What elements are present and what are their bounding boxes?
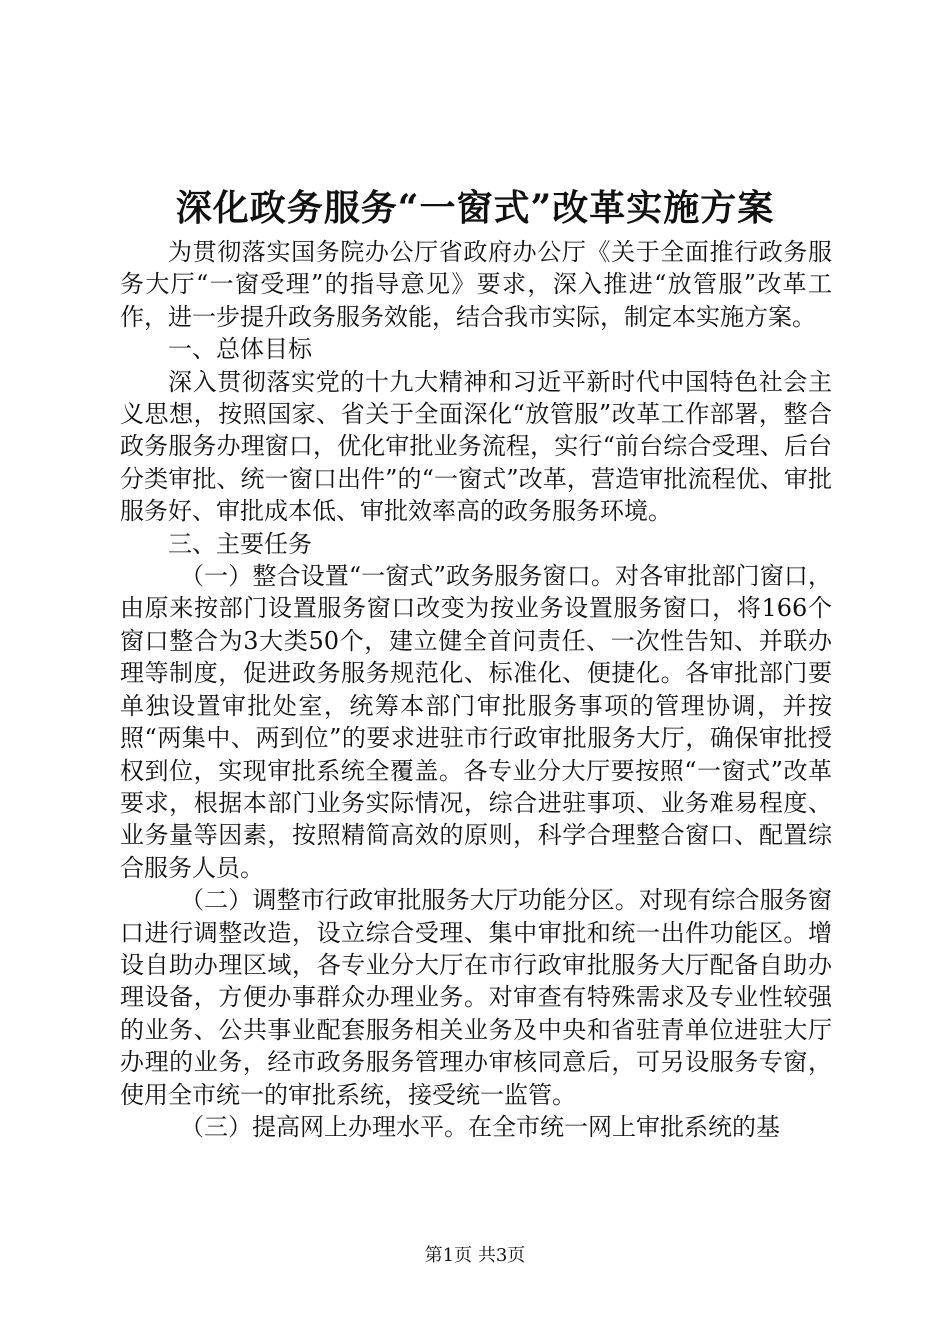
intro-paragraph: 为贯彻落实国务院办公厅省政府办公厅《关于全面推行政务服务大厅“一窗受理”的指导意见》要求，深入推进“放管服”改革工作，进一步提升政务服务效能，结合我市实际，制定本实施方案。	[120, 238, 832, 331]
task-1-paragraph: （一）整合设置“一窗式”政务服务窗口。对各审批部门窗口，由原来按部门设置服务窗口改变为按业务设置服务窗口，将166个窗口整合为3大类50个，建立健全首问责任、一次性告知、并联办理等制度，促进政务服务规范化、标准化、便捷化。各审批部门要单独设置审批处室，统筹本部门审批服务事项的管理协调，并按照“两集中、两到位”的要求进驻市行政审批服务大厅，确保审批授权到位，实现审批系统全覆盖。各专业分大厅要按照“一窗式”改革要求，根据本部门业务实际情况，综合进驻事项、业务难易程度、业务量等因素，按照精简高效的原则，科学合理整合窗口、配置综合服务人员。	[120, 562, 832, 882]
task-3-paragraph: （三）提高网上办理水平。在全市统一网上审批系统的基	[180, 1112, 780, 1141]
overall-goal-paragraph: 深入贯彻落实党的十九大精神和习近平新时代中国特色社会主义思想，按照国家、省关于全面深化“放管服”改革工作部署，整合政务服务办理窗口，优化审批业务流程，实行“前台综合受理、后台分类审批、统一窗口出件”的“一窗式”改革，营造审批流程优、审批服务好、审批成本低、审批效率高的政务服务环境。	[120, 367, 832, 526]
document-title: 深化政务服务“一窗式”改革实施方案	[175, 187, 775, 229]
section-heading-overall-goal: 一、总体目标	[168, 335, 312, 364]
document-body	[120, 236, 832, 1143]
section-heading-main-tasks: 三、主要任务	[168, 529, 312, 558]
task-2-paragraph: （二）调整市行政审批服务大厅功能分区。对现有综合服务窗口进行调整改造，设立综合受理、集中审批和统一出件功能区。增设自助办理区域，各专业分大厅在市行政审批服务大厅配备自助办理设备，方便办事群众办理业务。对审查有特殊需求及专业性较强的业务、公共事业配套服务相关业务及中央和省驻青单位进驻大厅办理的业务，经市政务服务管理办审核同意后，可另设服务专窗，使用全市统一的审批系统，接受统一监管。	[120, 886, 832, 1109]
page-footer: 第1页 共3页	[424, 1245, 526, 1266]
